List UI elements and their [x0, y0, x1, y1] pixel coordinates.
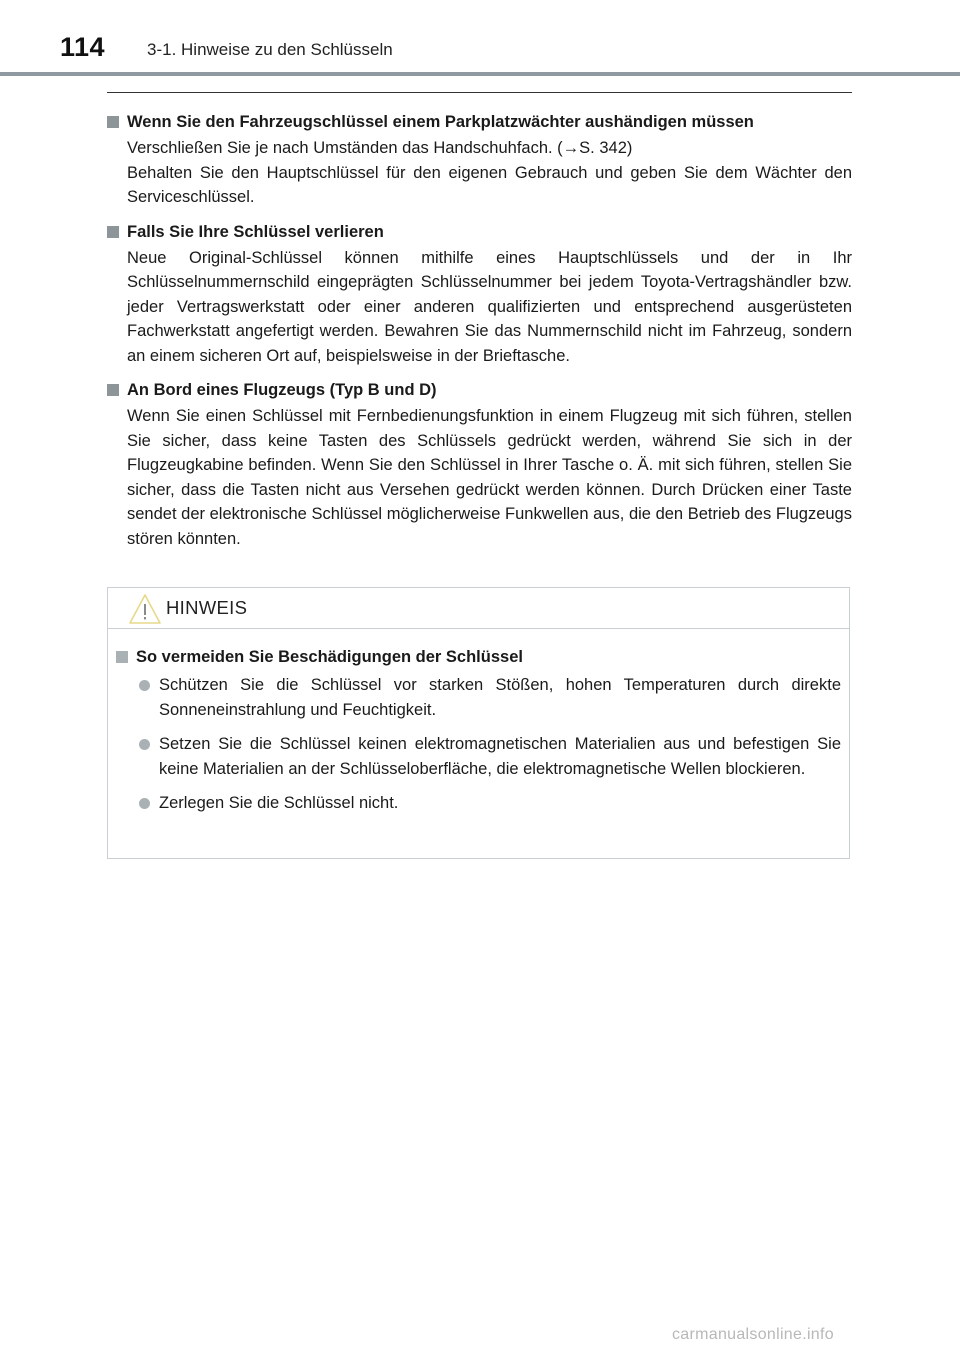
section-lost-keys — [107, 220, 852, 369]
list-item-text: Zerlegen Sie die Schlüssel nicht. — [159, 794, 399, 812]
paragraph: Neue Original-Schlüssel können mithilfe eines Hauptschlüssels und der in Ihr Schlüsselnummernschild eingeprägten Schlüsselnummer bei jedem Toyota-Vertragshändler bzw. jeder Vertragswerkstatt oder einer anderen qualifizierten und entsprechend ausgerüsteten Fachwerkstatt angefertigt werden. Bewahren Sie das Nummernschild nicht im Fahrzeug, sondern an einem sicheren Ort auf, beispielsweise in der Brieftasche. — [127, 248, 852, 365]
notice-header — [108, 588, 849, 629]
warning-triangle-icon — [128, 593, 162, 625]
notice-heading — [116, 645, 841, 669]
section-heading — [107, 220, 852, 244]
notice-heading-text: So vermeiden Sie Beschädigungen der Schlüssel — [136, 648, 523, 666]
list-item — [139, 791, 841, 816]
section-body — [127, 246, 852, 369]
main-content — [107, 110, 852, 561]
chapter-title: 3-1. Hinweise zu den Schlüsseln — [147, 40, 393, 59]
section-heading-text: An Bord eines Flugzeugs (Typ B und D) — [127, 381, 437, 399]
list-item-text: Schützen Sie die Schlüssel vor starken Stößen, hohen Temperaturen durch direkte Sonneneinstrahlung und Feuchtigkeit. — [159, 676, 841, 719]
section-heading — [107, 110, 852, 134]
square-bullet-icon — [107, 384, 119, 396]
list-item-text: Setzen Sie die Schlüssel keinen elektromagnetischen Materialien aus und befestigen Sie keine Materialien an der Schlüsseloberfläche, die elektromagnetische Wellen blockieren. — [159, 735, 841, 778]
section-airplane — [107, 378, 852, 551]
circle-bullet-icon — [139, 739, 150, 750]
circle-bullet-icon — [139, 798, 150, 809]
notice-title: HINWEIS — [166, 597, 248, 618]
square-bullet-icon — [107, 226, 119, 238]
section-body — [127, 404, 852, 551]
circle-bullet-icon — [139, 680, 150, 691]
page-number: 114 — [60, 32, 106, 62]
paragraph: Wenn Sie einen Schlüssel mit Fernbedienungsfunktion in einem Flugzeug mit sich führen, stellen Sie sicher, dass keine Tasten des Schlüssels gedrückt werden, während Sie sich in der Flugzeugkabine befinden. Wenn Sie den Schlüssel in Ihrer Tasche o. Ä. mit sich führen, stellen Sie sicher, dass die Tasten nicht aus Versehen gedrückt werden können. Durch Drücken einer Taste sendet der elektronische Schlüssel möglicherweise Funkwellen aus, die den Betrieb des Flugzeugs stören könnten. — [127, 407, 852, 548]
square-bullet-icon — [107, 116, 119, 128]
watermark: carmanualsonline.info — [672, 1326, 834, 1343]
paragraph: Verschließen Sie je nach Umständen das Handschuhfach. (→S. 342) — [127, 139, 633, 157]
page-header — [0, 0, 960, 76]
content-rule — [107, 92, 852, 93]
list-item — [139, 732, 841, 781]
header-rule — [0, 72, 960, 76]
notice-body — [108, 629, 849, 816]
notice-box — [107, 587, 850, 859]
section-heading-text: Falls Sie Ihre Schlüssel verlieren — [127, 222, 384, 241]
section-body — [127, 136, 852, 210]
paragraph: Behalten Sie den Hauptschlüssel für den eigenen Gebrauch und geben Sie dem Wächter den Serviceschlüssel. — [127, 163, 852, 206]
square-bullet-icon — [116, 651, 128, 663]
list-item — [139, 673, 841, 722]
section-heading-text: Wenn Sie den Fahrzeugschlüssel einem Parkplatzwächter aushändigen müssen — [127, 113, 754, 131]
section-valet — [107, 110, 852, 210]
section-heading — [107, 378, 852, 402]
